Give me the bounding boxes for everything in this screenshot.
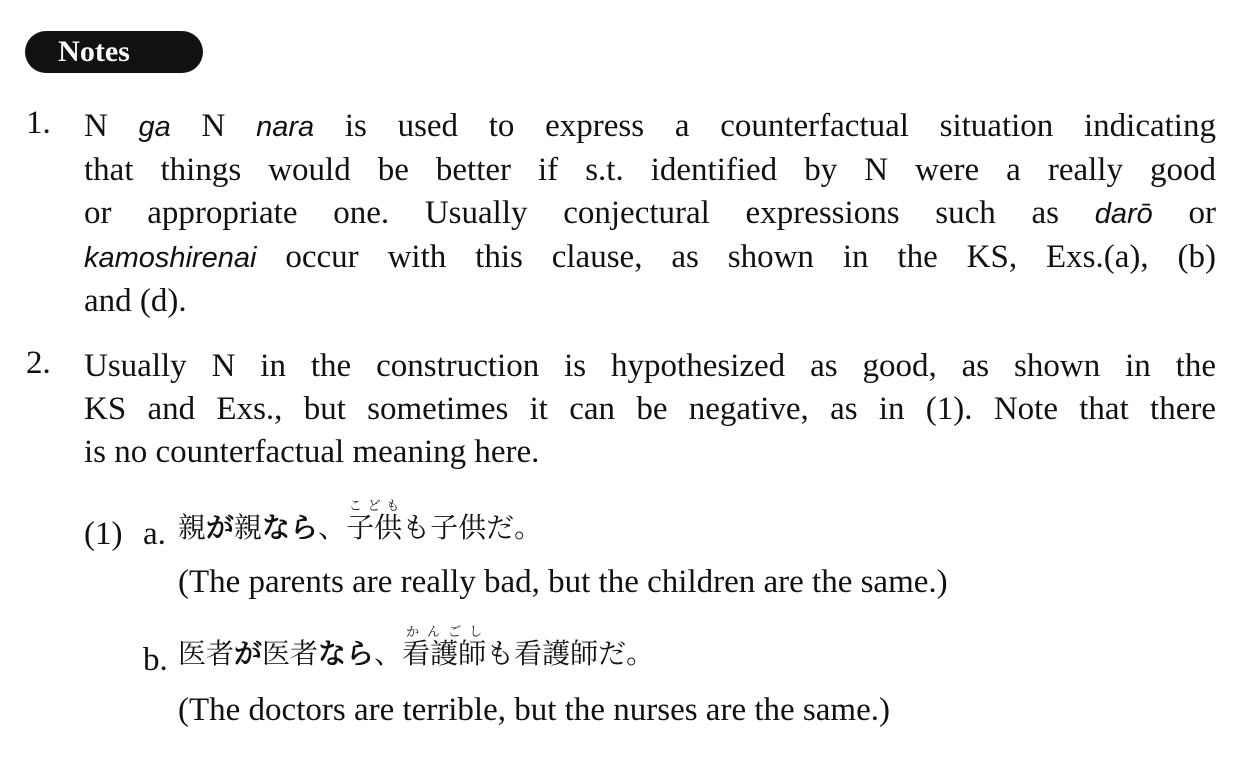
note-2-line-2: KS and Exs., but sometimes it can be negative, as in (1). Note that there — [84, 391, 1216, 427]
example-a-ruby: 子供こども — [346, 499, 403, 544]
example-a-translation: (The parents are really bad, but the children are the same.) — [178, 564, 948, 600]
note-1-line-5: and (d). — [84, 283, 187, 319]
example-b-translation: (The doctors are terrible, but the nurses are the same.) — [178, 692, 890, 728]
notes-badge-label: Notes — [58, 35, 130, 68]
term-daro: darō — [1094, 198, 1153, 230]
example-a-japanese: 親が親なら、子供こどもも子供だ。 — [178, 499, 543, 544]
example-group-label: (1) — [84, 516, 123, 552]
term-ga: ga — [138, 111, 171, 143]
example-b-japanese: 医者が医者なら、看護師かんごしも看護師だ。 — [178, 625, 655, 670]
note-2-line-3: is no counterfactual meaning here. — [84, 434, 540, 470]
note-1-line-4: kamoshirenai occur with this clause, as shown in the KS, Exs.(a), (b) — [84, 239, 1216, 275]
example-a-letter: a. — [143, 516, 166, 552]
term-kamoshirenai: kamoshirenai — [84, 242, 257, 274]
note-2-number: 2. — [26, 345, 51, 381]
example-b-ruby: 看護師かんごし — [402, 625, 487, 670]
note-1-number: 1. — [26, 105, 51, 141]
term-nara: nara — [256, 111, 315, 143]
example-b-letter: b. — [143, 642, 168, 678]
note-2-line-1: Usually N in the construction is hypothesized as good, as shown in the — [84, 348, 1216, 384]
note-1-line-3: or appropriate one. Usually conjectural expressions such as darō or — [84, 195, 1216, 231]
note-1-line-1: N ga N nara is used to express a counterfactual situation indicating — [84, 108, 1216, 144]
note-1-line-2: that things would be better if s.t. identified by N were a really good — [84, 152, 1216, 188]
